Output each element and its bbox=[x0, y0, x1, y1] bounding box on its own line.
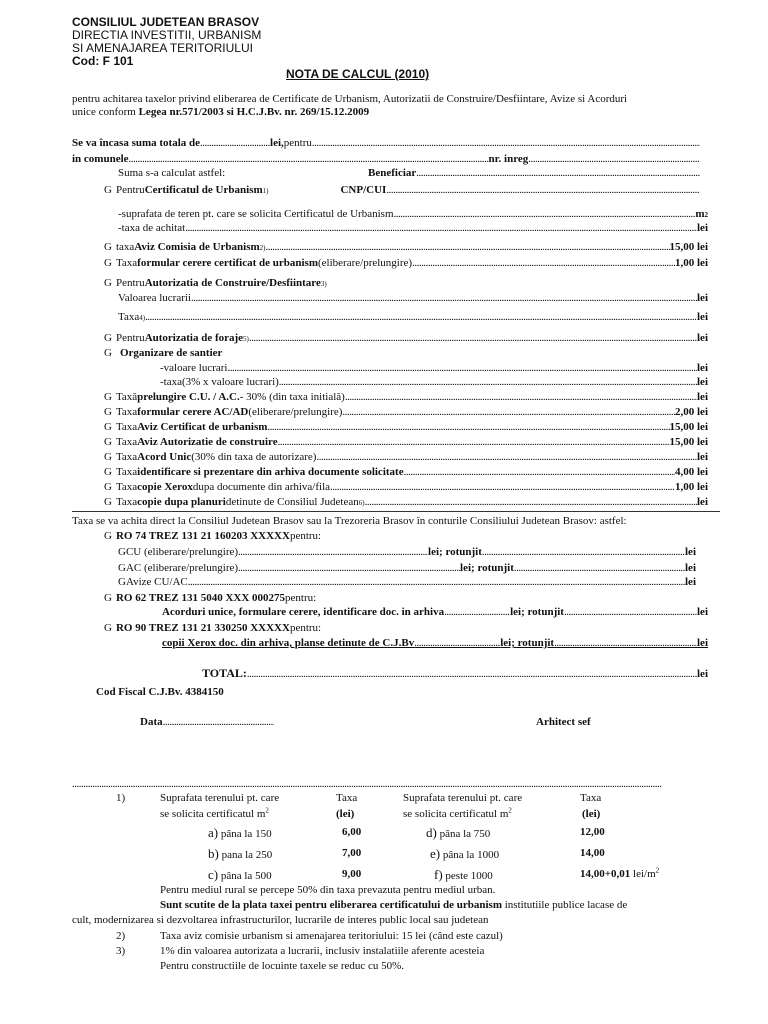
cu-surface-line: -suprafata de teren pt. care se solicita Certificatul de Urbanism ..... m 2 bbox=[118, 208, 708, 220]
note-3-number: 3) bbox=[116, 945, 126, 957]
cu-section-line: G Pentru Certificatul de Urbanism 1) CNP/CUI ..... bbox=[104, 184, 700, 196]
tax-value-right-d: 12,00 bbox=[580, 826, 605, 838]
tax-value-right-f: 14,00+0,01 lei/$m^2$ bbox=[580, 866, 660, 880]
ac-section-line: G Pentru Autorizatia de Construire/Desfiintare 3) bbox=[104, 277, 327, 289]
santier-value-line: -valoare lucrari ..... lei bbox=[160, 362, 708, 374]
tax-row-left-a: a) pâna la 150 bbox=[208, 825, 272, 840]
col-head-right-2: se solicita certificatul $m^2$ bbox=[403, 806, 512, 820]
col-lei-right: (lei) bbox=[582, 808, 601, 820]
intro-line-2: unice conform Legea nr.571/2003 si H.C.J.Bv. nr. 269/15.12.2009 bbox=[72, 106, 370, 118]
section-divider bbox=[72, 511, 720, 512]
note-3-text-2: Pentru constructiile de locuinte taxele se reduc cu 50%. bbox=[160, 960, 405, 972]
tax-row-left-c: c) pâna la 500 bbox=[208, 867, 272, 882]
identificare-line: G Taxa identificare si prezentare din arhiva documente solicitate ..... 4,00 lei bbox=[104, 466, 708, 478]
planuri-line: G Taxa copie dupa planuri detinute de Consiliul Judetean 6) ..... lei bbox=[104, 496, 708, 508]
tax-row-right-f: f) peste 1000 bbox=[434, 867, 493, 882]
gac-line: GAC (eliberare/prelungire) ..... lei; rotunjit ..... lei bbox=[118, 562, 696, 574]
santier-tax-line: -taxa(3% x valoare lucrari) ..... lei bbox=[160, 376, 708, 388]
commune-line: in comunele ..... nr. inreg ..... bbox=[72, 153, 700, 165]
dept-line-1: DIRECTIA INVESTITII, URBANISM bbox=[72, 28, 262, 42]
col-lei-left: (lei) bbox=[336, 808, 355, 820]
ac-value-line: Valoarea lucrarii ..... lei bbox=[118, 292, 708, 304]
col-head-right-1: Suprafata terenului pt. care bbox=[403, 792, 523, 804]
tax-value-right-e: 14,00 bbox=[580, 847, 605, 859]
intro-line-1: pentru achitarea taxelor privind eliberarea de Certificate de Urbanism, Autorizatii de Construire/Desfiintare, Avize si Acorduri bbox=[72, 93, 628, 105]
note-3-text: 1% din valoarea autorizata a lucrarii, inclusiv instalatiile aferente acesteia bbox=[160, 945, 485, 957]
tax-value-left-a: 6,00 bbox=[342, 826, 362, 838]
org-name: CONSILIUL JUDETEAN BRASOV bbox=[72, 15, 260, 29]
account-3-item: copii Xerox doc. din arhiva, planse detinute de C.J.Bv ..... lei; rotunjit ..... lei bbox=[162, 637, 708, 649]
note-1-number: 1) bbox=[116, 792, 126, 804]
notes-separator bbox=[72, 778, 720, 790]
acord-unic-line: G Taxa Acord Unic (30% din taxa de autorizare) ..... lei bbox=[104, 451, 708, 463]
form-ac-line: G Taxa formular cerere AC/AD (eliberare/prelungire) ..... 2,00 lei bbox=[104, 406, 708, 418]
cod-fiscal: Cod Fiscal C.J.Bv. 4384150 bbox=[96, 686, 224, 698]
aviz-cu-line: G taxa Aviz Comisia de Urbanism 2) ..... 15,00 lei bbox=[104, 241, 708, 253]
dept-line-2: SI AMENAJAREA TERITORIULUI bbox=[72, 41, 253, 55]
note-2-number: 2) bbox=[116, 930, 126, 942]
arhitect-sef: Arhitect sef bbox=[536, 716, 591, 728]
gcu-line: GCU (eliberare/prelungire) ..... lei; rotunjit ..... lei bbox=[118, 546, 696, 558]
santier-section-line: G Organizare de santier bbox=[104, 347, 223, 359]
account-2-line: G RO 62 TREZ 131 5040 XXX 000275 pentru: bbox=[104, 592, 317, 604]
ac-tax-line: Taxa 4) ..... lei bbox=[118, 311, 708, 323]
col-head-left-1: Suprafata terenului pt. care bbox=[160, 792, 280, 804]
accounts-intro: Taxa se va achita direct la Consiliul Judetean Brasov sau la Trezoreria Brasov în conturile Consiliului Judetean Brasov: astfel: bbox=[72, 515, 627, 527]
note-2-text: Taxa aviz comisie urbanism si amenajarea teritoriului: 15 lei (când este cazul) bbox=[160, 930, 503, 942]
aviz-aut-line: G Taxa Aviz Autorizatie de construire ..... 15,00 lei bbox=[104, 436, 708, 448]
account-2-item: Acorduri unice, formulare cerere, identificare doc. in arhiva ..... lei; rotunjit ..... lei bbox=[162, 606, 708, 618]
data-field: Data ..... bbox=[140, 716, 274, 728]
col-taxa-left: Taxa bbox=[336, 792, 358, 804]
exempt-note-2: cult, modernizarea si dezvoltarea infrastructurilor, lucrarile de interes public local sau judetean bbox=[72, 914, 489, 926]
document-title: NOTA DE CALCUL (2010) bbox=[286, 67, 430, 81]
cu-tax-line: -taxa de achitat ..... lei bbox=[118, 222, 708, 234]
foraje-line: G Pentru Autorizatia de foraje 5) ..... lei bbox=[104, 332, 708, 344]
beneficiary-line: Suma s-a calculat astfel: Beneficiar ..... bbox=[118, 167, 700, 179]
exempt-note-1: Sunt scutite de la plata taxei pentru eliberarea certificatului de urbanism institutiile publice lacase de bbox=[160, 899, 628, 911]
account-1-line: G RO 74 TREZ 131 21 160203 XXXXX pentru: bbox=[104, 530, 322, 542]
col-head-left-2: se solicita certificatul $m^2$ bbox=[160, 806, 269, 820]
total-sum-line: Se va încasa suma totala de ..... lei, pentru ..... bbox=[72, 137, 700, 149]
tax-value-left-b: 7,00 bbox=[342, 847, 362, 859]
aviz-cert-line: G Taxa Aviz Certificat de urbanism ..... 15,00 lei bbox=[104, 421, 708, 433]
prelungire-line: G Taxă prelungire C.U. / A.C. - 30% (din taxa initială) ..... lei bbox=[104, 391, 708, 403]
tax-row-right-e: e) pâna la 1000 bbox=[430, 846, 500, 861]
xerox-line: G Taxa copie Xerox dupa documente din arhiva/fila ..... 1,00 lei bbox=[104, 481, 708, 493]
tax-value-left-c: 9,00 bbox=[342, 868, 362, 880]
form-code: Cod: F 101 bbox=[72, 54, 134, 68]
form-cu-line: G Taxa formular cerere certificat de urbanism (eliberare/prelungire) ..... 1,00 lei bbox=[104, 257, 708, 269]
tax-row-right-d: d) pâna la 750 bbox=[426, 825, 491, 840]
tax-row-left-b: b) pana la 250 bbox=[208, 846, 273, 861]
account-3-line: G RO 90 TREZ 131 21 330250 XXXXX pentru: bbox=[104, 622, 322, 634]
rural-note: Pentru mediul rural se percepe 50% din taxa prevazuta pentru mediul urban. bbox=[160, 884, 496, 896]
total-line: TOTAL: ..... lei bbox=[202, 666, 708, 681]
gavize-line: GAvize CU/AC ..... lei bbox=[118, 576, 696, 588]
col-taxa-right: Taxa bbox=[580, 792, 602, 804]
